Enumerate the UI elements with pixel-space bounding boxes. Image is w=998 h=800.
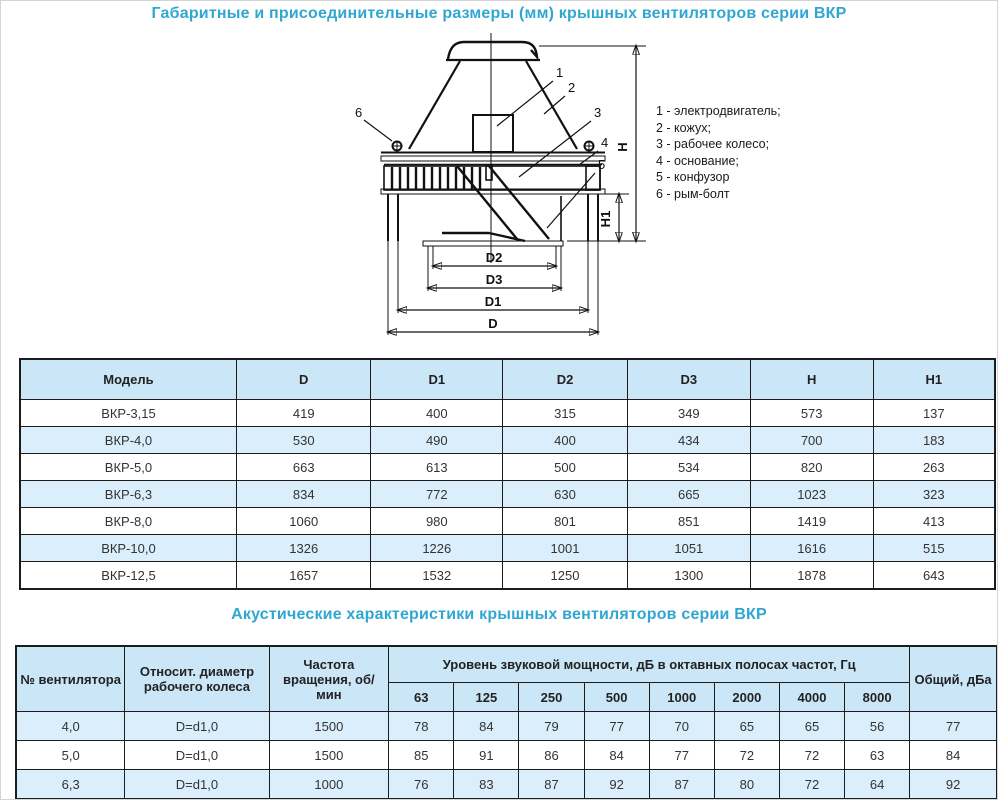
fan-cap [448,42,537,59]
legend-item: 6 - рым-болт [656,186,730,201]
column-header-fan-no: № вентилятора [16,646,125,712]
cell: 72 [779,741,844,770]
cell: 84 [454,712,519,741]
cell: 630 [503,481,628,508]
cell: 56 [845,712,910,741]
cell: 1000 [269,770,389,800]
impeller [442,166,549,241]
table-row [20,481,995,508]
cell: ВКР-6,3 [20,481,236,508]
column-header-d2: D2 [503,359,628,400]
cell: 4,0 [16,712,125,741]
table-row [20,427,995,454]
cell: 70 [649,712,714,741]
cell: 1500 [269,712,389,741]
table-row [20,508,995,535]
column-header-500: 500 [584,683,649,712]
section-title-acoustics: Акустические характеристики крышных вентиляторов серии ВКР [231,606,767,623]
cell: 530 [236,427,371,454]
cell: 1326 [236,535,371,562]
cell: 91 [454,741,519,770]
part-number-3: 3 [594,105,602,120]
cell: 84 [910,741,997,770]
column-header-4000: 4000 [779,683,844,712]
cell: 851 [627,508,750,535]
cell: 76 [389,770,454,800]
legend-item: 5 - конфузор [656,170,730,184]
cell: 1657 [236,562,371,590]
cell: 534 [627,454,750,481]
column-header-h: H [750,359,873,400]
cell: 263 [873,454,995,481]
dim-label-d2: D2 [485,250,503,265]
table-row [16,712,997,741]
cell: 183 [873,427,995,454]
cell: 515 [873,535,995,562]
cell: 5,0 [16,741,125,770]
cell: 1419 [750,508,873,535]
column-header-d3: D3 [627,359,750,400]
cell: 1878 [750,562,873,590]
cell: 65 [779,712,844,741]
table-row [16,741,997,770]
cell: ВКР-8,0 [20,508,236,535]
cell: ВКР-10,0 [20,535,236,562]
cell: 500 [503,454,628,481]
column-header-rel-diameter: Относит. диаметр рабочего колеса [125,646,269,712]
cell: 400 [503,427,628,454]
column-header-model: Модель [20,359,236,400]
cell: 77 [584,712,649,741]
legend-item: 1 - электродвигатель; [656,104,781,118]
cell: 1250 [503,562,628,590]
leader-lines [364,81,598,228]
dimensions-table [19,358,996,590]
cell: 77 [910,712,997,741]
column-header-250: 250 [519,683,584,712]
cell: 980 [371,508,503,535]
cell: 80 [714,770,779,800]
cell: 1060 [236,508,371,535]
dim-label-h1: H1 [598,210,613,228]
eye-bolt-left [393,142,402,153]
cell: 1532 [371,562,503,590]
legend-item: 2 - кожух; [656,120,711,135]
cell: D=d1,0 [125,770,269,800]
table-header-row [16,646,997,683]
table-row [20,562,995,590]
cell: 419 [236,400,371,427]
cell: 801 [503,508,628,535]
cell: 85 [389,741,454,770]
legend-item: 4 - основание; [656,153,739,168]
cell: 83 [454,770,519,800]
part-number-6: 6 [355,105,363,120]
column-header-1000: 1000 [649,683,714,712]
cell: 663 [236,454,371,481]
eye-bolt-right [585,142,594,153]
cell: 315 [503,400,628,427]
part-number-2: 2 [568,80,576,95]
cell: 1300 [627,562,750,590]
cell: 87 [649,770,714,800]
cell: 63 [845,741,910,770]
cell: 1616 [750,535,873,562]
cell: 78 [389,712,454,741]
column-header-2000: 2000 [714,683,779,712]
table-row [20,454,995,481]
cell: 137 [873,400,995,427]
cell: 573 [750,400,873,427]
dim-label-d: D [488,316,498,331]
table-row [20,535,995,562]
legend-item: 3 - рабочее колесо; [656,137,770,151]
cell: 323 [873,481,995,508]
cell: 92 [584,770,649,800]
cell: 72 [779,770,844,800]
column-header-8000: 8000 [845,683,910,712]
table-row [20,400,995,427]
column-header-h1: H1 [873,359,995,400]
cell: ВКР-4,0 [20,427,236,454]
column-header-rotation: Частота вращения, об/мин [269,646,389,712]
acoustics-table [15,645,998,800]
cell: 1001 [503,535,628,562]
cell: 92 [910,770,997,800]
cell: 400 [371,400,503,427]
dim-label-d1: D1 [484,294,502,309]
fan-diagram [347,29,657,351]
cell: 77 [649,741,714,770]
table-header-row [20,359,995,400]
table-row [16,770,997,800]
cowl-cone [409,61,460,149]
cell: 349 [627,400,750,427]
cell: 1051 [627,535,750,562]
cell: 1226 [371,535,503,562]
diagram-legend [656,103,781,202]
cell: 700 [750,427,873,454]
cell: D=d1,0 [125,712,269,741]
dim-label-h: H [615,142,630,152]
column-header-63: 63 [389,683,454,712]
cell: 86 [519,741,584,770]
cell: 65 [714,712,779,741]
cell: D=d1,0 [125,741,269,770]
cell: 64 [845,770,910,800]
cell: 772 [371,481,503,508]
cell: ВКР-3,15 [20,400,236,427]
bottom-flange [423,241,563,246]
cell: ВКР-12,5 [20,562,236,590]
cell: 1023 [750,481,873,508]
cell: 6,3 [16,770,125,800]
cell: 1500 [269,741,389,770]
page-title: Габаритные и присоединительные размеры (мм) крышных вентиляторов серии ВКР [151,5,847,22]
cell: 665 [627,481,750,508]
cell: 434 [627,427,750,454]
cell: 79 [519,712,584,741]
dim-label-d3: D3 [485,272,503,287]
motor-box [473,115,513,152]
column-header-125: 125 [454,683,519,712]
column-header-d1: D1 [371,359,503,400]
cell: 72 [714,741,779,770]
cell: 87 [519,770,584,800]
cell: 820 [750,454,873,481]
cell: 490 [371,427,503,454]
cell: 613 [371,454,503,481]
part-number-5: 5 [598,157,606,172]
cell: ВКР-5,0 [20,454,236,481]
cell: 643 [873,562,995,590]
column-header-d: D [236,359,371,400]
column-header-total: Общий, дБа [910,646,997,712]
cell: 834 [236,481,371,508]
cell: 413 [873,508,995,535]
column-header-sound-power: Уровень звуковой мощности, дБ в октавных полосах частот, Гц [389,646,910,683]
part-number-1: 1 [556,65,564,80]
cell: 84 [584,741,649,770]
part-number-4: 4 [601,135,609,150]
